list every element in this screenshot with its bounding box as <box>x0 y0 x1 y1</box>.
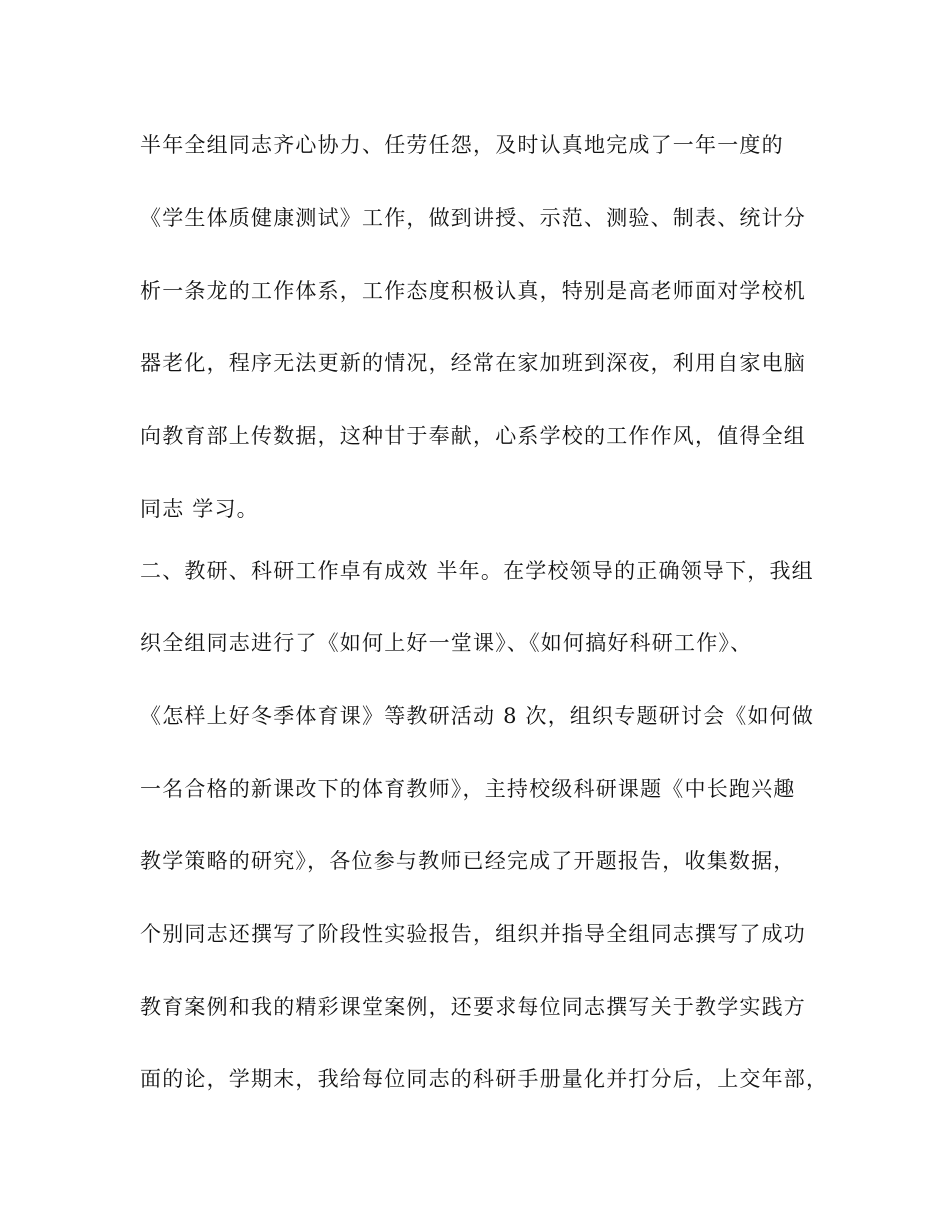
paragraph-line: 教育案例和我的精彩课堂案例，还要求每位同志撰写关于教学实践方 <box>140 995 806 1019</box>
paragraph-line: 一名合格的新课改下的体育教师》，主持校级科研课题《中长跑兴趣 <box>140 777 796 801</box>
paragraph-line: 织全组同志进行了《如何上好一堂课》、《如何搞好科研工作》、 <box>140 631 753 655</box>
paragraph-line: 面的论，学期末，我给每位同志的科研手册量化并打分后，上交年部， <box>140 1067 829 1091</box>
paragraph-line: 个别同志还撰写了阶段性实验报告，组织并指导全组同志撰写了成功 <box>140 922 806 946</box>
paragraph-line: 同志 学习。 <box>140 497 259 521</box>
paragraph-line: 器老化，程序无法更新的情况，经常在家加班到深夜，利用自家电脑 <box>140 351 806 375</box>
paragraph-line: 教学策略的研究》，各位参与教师已经完成了开题报告，收集数据， <box>140 849 796 873</box>
paragraph-line: 析一条龙的工作体系，工作态度积极认真，特别是高老师面对学校机 <box>140 279 806 303</box>
paragraph-line: 《怎样上好冬季体育课》等教研活动 8 次，组织专题研讨会《如何做 <box>140 704 815 728</box>
paragraph-line: 向教育部上传数据，这种甘于奉献，心系学校的工作作风，值得全组 <box>140 424 806 448</box>
paragraph-line: 半年全组同志齐心协力、任劳任怨，及时认真地完成了一年一度的 <box>140 133 784 157</box>
section-heading-line: 二、教研、科研工作卓有成效 半年。在学校领导的正确领导下，我组 <box>140 559 814 583</box>
paragraph-line: 《学生体质健康测试》工作，做到讲授、示范、测验、制表、统计分 <box>140 206 806 230</box>
